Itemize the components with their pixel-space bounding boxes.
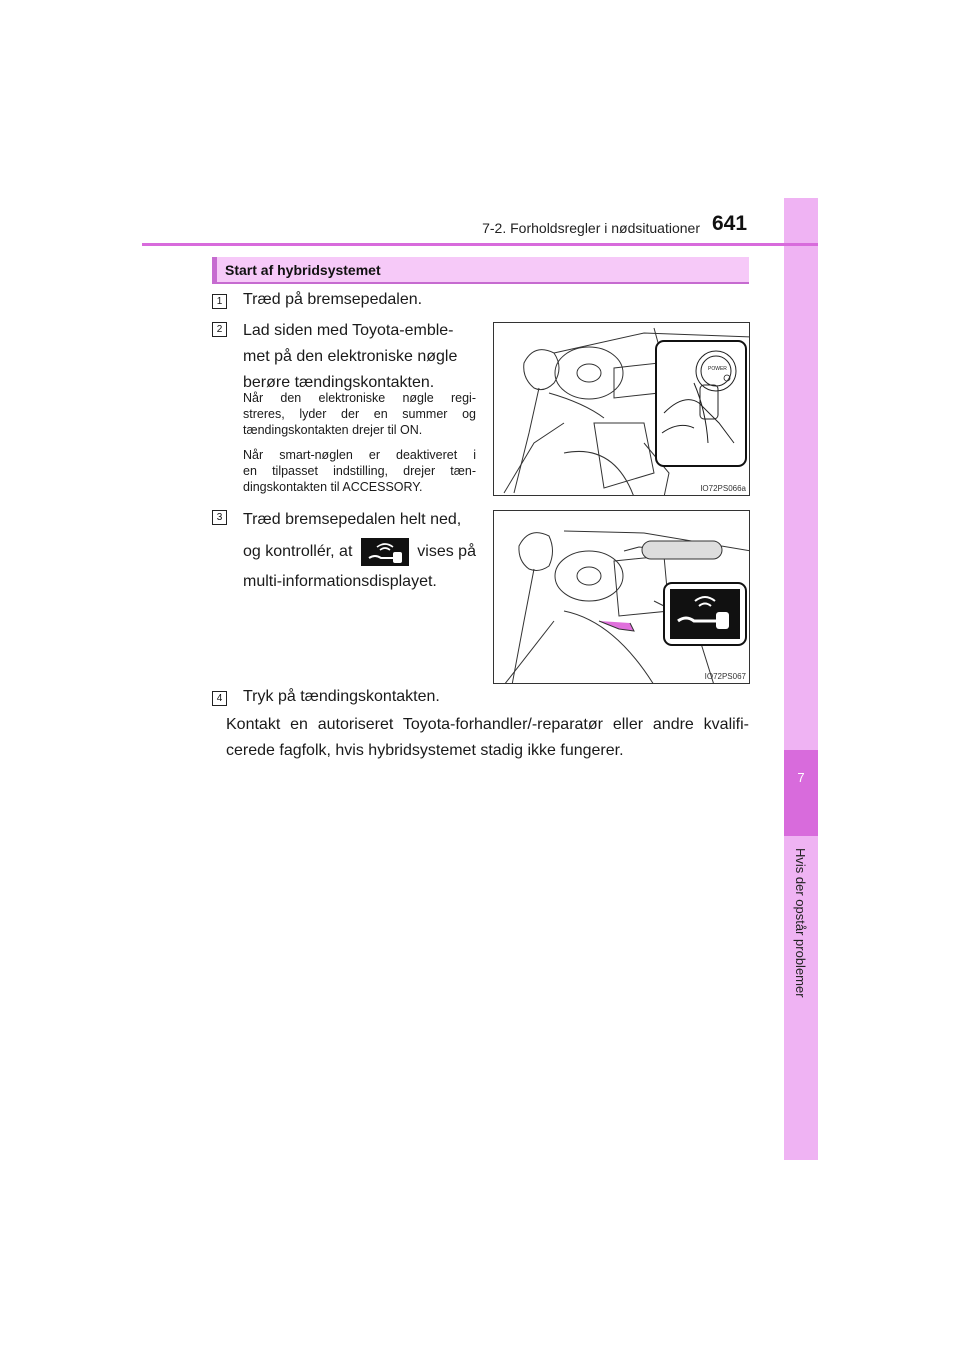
chapter-number-block: [784, 750, 818, 836]
step-2-line: met på den elektroniske nøgle: [243, 348, 458, 365]
power-button-label: POWER: [708, 366, 727, 372]
step-2-note-2-line: Når smart-nøglen er deaktiveret i: [243, 448, 476, 462]
section-title-bar: [212, 257, 749, 284]
section-bar-accent: [212, 257, 217, 282]
illustration-multi-info-display: [493, 510, 750, 684]
step-number-3: 3: [212, 510, 227, 525]
step-2-note-1-line: Når den elektroniske nøgle regi-: [243, 391, 476, 405]
figure-code: IO72PS067: [704, 672, 746, 681]
step-3-line-with-icon: [243, 538, 476, 566]
chapter-number: 7: [797, 770, 805, 785]
step-2-note-1-line: streres, lyder der en summer og: [243, 407, 476, 421]
step-2-line: Lad siden med Toyota-emble-: [243, 322, 454, 339]
step-1-text: Træd på bremsepedalen.: [243, 291, 423, 308]
step-3-line: multi-informationsdisplayet.: [243, 573, 437, 590]
step-3-text-after-icon: vises på: [417, 543, 476, 560]
step-3-line: Træd bremsepedalen helt ned,: [243, 511, 462, 528]
step-number-2: 2: [212, 322, 227, 337]
chapter-title: Hvis der opstår problemer: [793, 848, 808, 998]
step-2-note-2-line: en tilpasset indstilling, drejer tæn-: [243, 464, 476, 478]
page-number: 641: [712, 212, 748, 235]
closing-paragraph-line: cerede fagfolk, hvis hybridsystemet stadig ikke fungerer.: [226, 742, 624, 759]
dashboard-display-drawing: [494, 511, 750, 684]
key-indicator-icon: [361, 538, 409, 566]
header-section-title: 7-2. Forholdsregler i nødsituationer: [482, 220, 700, 236]
step-4-text: Tryk på tændingskontakten.: [243, 688, 440, 705]
figure-code: IO72PS066a: [700, 484, 746, 493]
header-divider: [142, 243, 818, 246]
closing-paragraph-line: Kontakt en autoriseret Toyota-forhandler/-reparatør eller andre kvalifi-: [226, 716, 749, 733]
section-title: Start af hybridsystemet: [225, 262, 381, 278]
driver-dashboard-drawing: [494, 323, 750, 496]
step-number-4: 4: [212, 691, 227, 706]
display-outline: [642, 541, 722, 559]
step-number-1: 1: [212, 294, 227, 309]
step-3-text-before-icon: og kontrollér, at: [243, 543, 353, 560]
step-2-note-2-line: dingskontakten til ACCESSORY.: [243, 480, 423, 494]
chapter-side-tab: [784, 198, 818, 1160]
illustration-touch-key-to-switch: [493, 322, 750, 496]
step-2-line: berøre tændingskontakten.: [243, 374, 435, 391]
step-2-note-1-line: tændingskontakten drejer til ON.: [243, 423, 423, 437]
